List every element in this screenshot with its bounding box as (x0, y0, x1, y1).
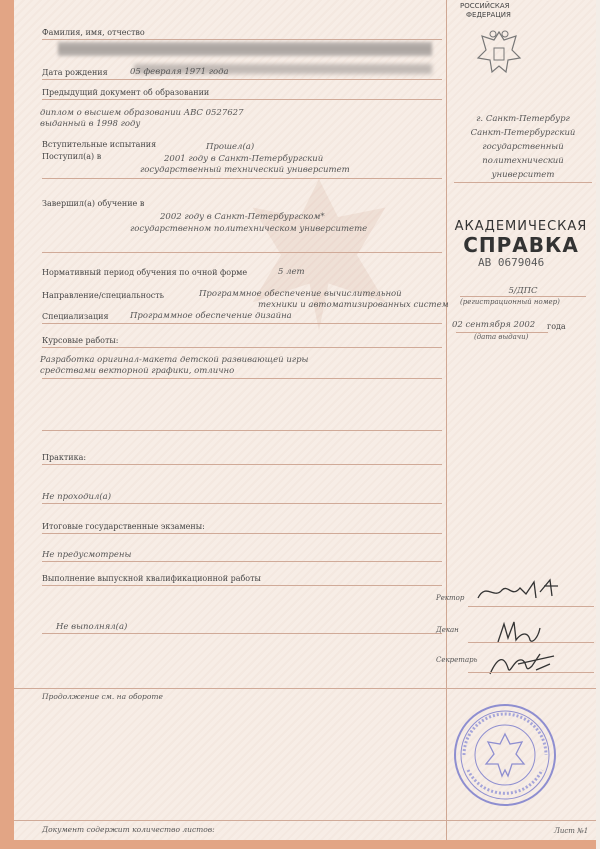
dob-value: 05 февраля 1971 года (130, 67, 229, 77)
specialization-value: Программное обеспечение дизайна (130, 311, 292, 321)
coursework-value-2: средствами векторной графики, отлично (40, 366, 235, 376)
sheet-number: Лист №1 (554, 827, 589, 835)
thesis-value-line (42, 633, 442, 634)
direction-label: Направление/специальность (42, 291, 165, 300)
doc-title-line-2: СПРАВКА (463, 233, 579, 257)
org-line-3: политехнический (482, 156, 564, 166)
eagle-watermark-icon (224, 160, 414, 350)
dob-label: Дата рождения (42, 68, 108, 77)
exams-label: Итоговые государственные экзамены: (42, 522, 205, 531)
thesis-line (42, 585, 442, 586)
serial-number: АВ 0679046 (478, 256, 545, 269)
bottom-divider (14, 688, 596, 689)
coursework-label: Курсовые работы: (42, 336, 119, 345)
secretary-signature (484, 646, 564, 682)
fio-line (42, 39, 442, 40)
prev-doc-line (42, 99, 442, 100)
practice-label: Практика: (42, 453, 87, 462)
prev-doc-label: Предыдущий документ об образовании (42, 88, 210, 97)
direction-value-1: Программное обеспечение вычислительной (199, 289, 402, 299)
issue-date: 02 сентября 2002 (452, 320, 536, 330)
footer-divider (14, 820, 596, 821)
enrolled-value-2: государственный технический университет (140, 165, 350, 175)
prev-doc-value-2: выданный в 1998 году (40, 119, 141, 129)
issue-date-caption: (дата выдачи) (474, 333, 529, 341)
entrance-label: Вступительные испытания (42, 140, 157, 149)
completed-line (42, 252, 442, 253)
period-label: Нормативный период обучения по очной форме (42, 268, 248, 277)
reg-number: 5/ДПС (508, 286, 538, 296)
prev-doc-value-1: диплом о высшем образовании АВС 0527627 (40, 108, 244, 118)
period-value: 5 лет (278, 267, 305, 277)
coat-of-arms-icon (476, 28, 522, 78)
secretary-sign-line (468, 672, 594, 673)
specialization-line (42, 323, 442, 324)
practice-value: Не проходил(а) (42, 492, 112, 502)
enrolled-line (42, 178, 442, 179)
redacted-name (58, 42, 432, 56)
exams-line (42, 533, 442, 534)
enrolled-label: Поступил(а) в (42, 152, 102, 161)
dean-signature (494, 618, 544, 648)
reg-number-caption: (регистрационный номер) (460, 298, 560, 306)
practice-value-line (42, 503, 442, 504)
thesis-value: Не выполнял(а) (56, 622, 128, 632)
country-line-2: ФЕДЕРАЦИЯ (466, 11, 511, 19)
dean-label: Декан (436, 626, 459, 634)
reg-number-line (460, 296, 586, 297)
issue-year-suffix: года (547, 322, 566, 331)
completed-value-2: государственном политехническом университете (130, 224, 368, 234)
coursework-line-2 (42, 378, 442, 379)
direction-value-2: техники и автоматизированных систем (258, 300, 449, 310)
fio-label: Фамилия, имя, отчество (42, 28, 145, 37)
org-line-2: государственный (482, 142, 564, 152)
rector-sign-line (468, 606, 594, 607)
column-divider (446, 0, 447, 840)
enrolled-value-1: 2001 году в Санкт-Петербургский (164, 154, 324, 164)
exams-value-line (42, 561, 442, 562)
thesis-label: Выполнение выпускной квалификационной работы (42, 574, 261, 583)
org-underline (454, 182, 592, 183)
org-line-1: Санкт-Петербургский (470, 128, 576, 138)
doc-title-line-1: АКАДЕМИЧЕСКАЯ (454, 219, 588, 234)
document-sheet (14, 0, 596, 840)
exams-value: Не предусмотрены (42, 550, 132, 560)
blank-line-1 (42, 430, 442, 431)
org-line-4: университет (491, 170, 555, 180)
dob-line (42, 79, 442, 80)
rector-label: Ректор (436, 594, 465, 602)
coursework-line-1 (42, 347, 442, 348)
coursework-value-1: Разработка оригинал-макета детской развивающей игры (40, 355, 309, 365)
rector-signature (474, 576, 564, 606)
dean-sign-line (468, 642, 594, 643)
secretary-label: Секретарь (436, 656, 478, 664)
practice-line (42, 464, 442, 465)
continued-note: Продолжение см. на обороте (42, 692, 163, 701)
country-line-1: РОССИЙСКАЯ (460, 2, 510, 10)
specialization-label: Специализация (42, 312, 109, 321)
entrance-value: Прошел(а) (206, 142, 255, 152)
completed-label: Завершил(а) обучение в (42, 199, 145, 208)
official-stamp-seal (450, 700, 560, 810)
completed-value-1: 2002 году в Санкт-Петербургском* (160, 212, 325, 222)
city-value: г. Санкт-Петербург (476, 114, 570, 124)
sheets-count-label: Документ содержит количество листов: (42, 825, 215, 834)
